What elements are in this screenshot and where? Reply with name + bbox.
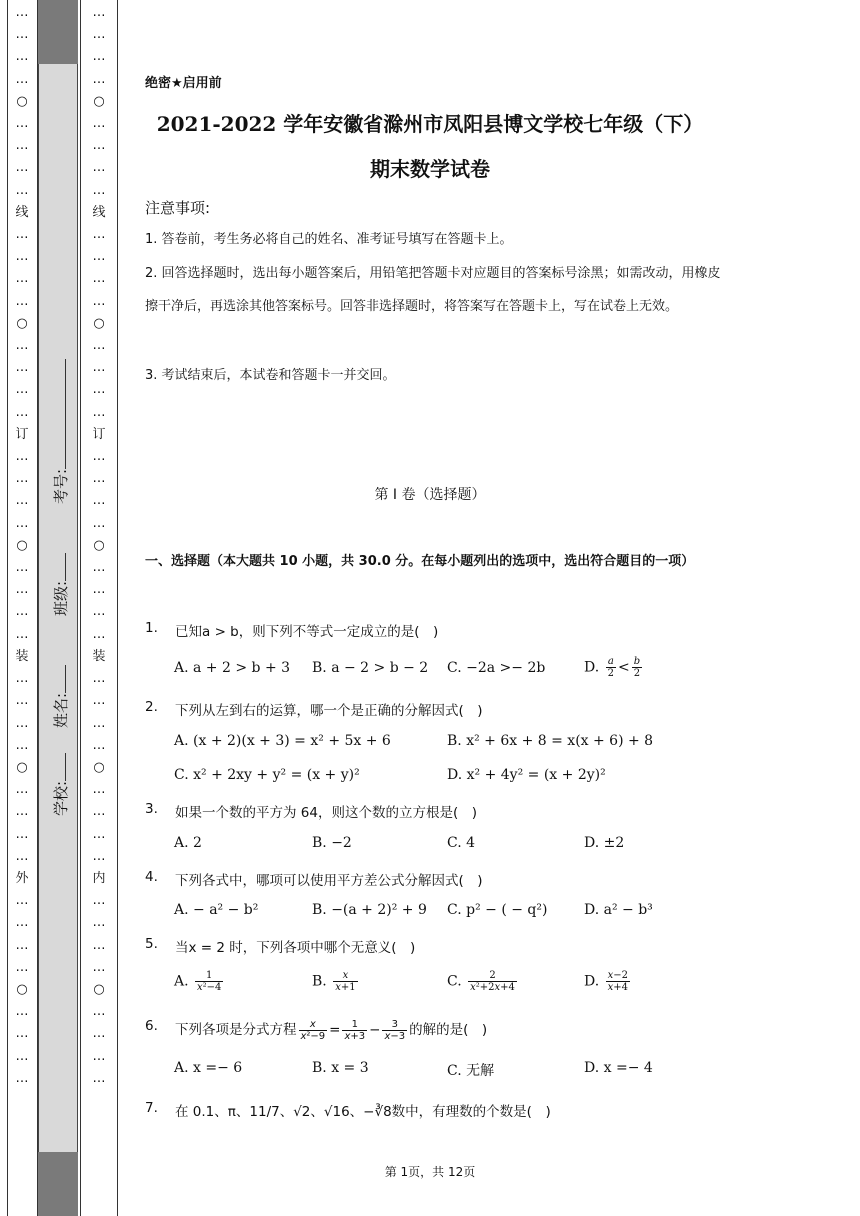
cut-line-marker: …	[92, 560, 106, 576]
cut-line-marker: …	[15, 271, 29, 287]
notes-heading: 注意事项:	[145, 199, 211, 217]
binding-margin	[0, 0, 118, 1216]
question-number: 1.	[145, 620, 158, 636]
option-a: A. a + 2 > b + 3	[174, 660, 291, 676]
cut-line-marker: …	[15, 1048, 29, 1064]
note-item: 1. 答卷前，考生务必将自己的姓名、准考证号填写在答题卡上。	[145, 232, 513, 247]
cut-line-marker: …	[92, 338, 106, 354]
option-a: A. (x + 2)(x + 3) = x² + 5x + 6	[174, 733, 391, 749]
cut-line-marker: …	[92, 693, 106, 709]
option-d: D. ±2	[584, 835, 625, 851]
cut-line-marker: …	[92, 1004, 106, 1020]
cut-line-marker: …	[15, 604, 29, 620]
name-label: 姓名:	[50, 665, 71, 728]
option-b: B. a − 2 > b − 2	[312, 660, 429, 676]
cut-line-marker: 线	[15, 204, 29, 220]
school-label: 学校:	[50, 753, 71, 816]
cut-line-marker: ○	[16, 93, 28, 109]
option-a: A. $\frac{1}{\text{x²−4}}$	[174, 970, 222, 993]
question-text: 已知a > b，则下列不等式一定成立的是( )	[175, 624, 439, 640]
option-b: B. −2	[312, 835, 352, 851]
binding-strip-top	[38, 0, 78, 64]
confidential-mark: 绝密★启用前	[145, 76, 222, 91]
question-text: 下列各项是分式方程 $\frac{x}{\text{x²−9}}$ = $\frac{1}{x+3}$ − $\frac{3}{x-3}$ 的解的是( )	[175, 1018, 488, 1042]
cut-line-marker: …	[92, 893, 106, 909]
cut-line-marker: …	[15, 27, 29, 43]
cut-line-marker: …	[15, 227, 29, 243]
cut-line-marker: …	[92, 71, 106, 87]
cut-line-marker: …	[15, 138, 29, 154]
cut-line-marker: …	[15, 582, 29, 598]
cut-line-marker: …	[92, 937, 106, 953]
question-text: 下列各式中，哪项可以使用平方差公式分解因式( )	[175, 873, 483, 889]
cut-line-marker: …	[92, 959, 106, 975]
cut-line-marker: …	[15, 338, 29, 354]
cut-line-marker: ○	[93, 93, 105, 109]
cut-line-marker: …	[92, 915, 106, 931]
option-c: C. p² − ( − q²)	[447, 902, 548, 918]
cut-line-marker: …	[92, 493, 106, 509]
cut-line-marker: 线	[92, 204, 106, 220]
part-title: 第 I 卷（选择题）	[374, 487, 486, 503]
cut-line-marker: …	[15, 959, 29, 975]
option-c: C. 无解	[447, 1063, 495, 1079]
cut-line-marker: …	[92, 49, 106, 65]
cut-line-marker: 装	[92, 648, 106, 664]
cut-line-marker: …	[15, 937, 29, 953]
class-label: 班级:	[50, 553, 71, 616]
cut-line-marker: …	[15, 360, 29, 376]
cut-line-marker: …	[92, 715, 106, 731]
cut-line-marker: …	[92, 1048, 106, 1064]
cut-line-marker: …	[15, 626, 29, 642]
exam-number-label: 考号:	[50, 359, 71, 504]
cut-line-marker: …	[15, 826, 29, 842]
cut-line-marker: …	[92, 471, 106, 487]
cut-line-marker: …	[15, 382, 29, 398]
cut-line-marker: …	[92, 360, 106, 376]
cut-line-marker: …	[15, 471, 29, 487]
question-number: 2.	[145, 699, 158, 715]
cut-line-marker: ○	[16, 537, 28, 553]
cut-line-marker: …	[92, 848, 106, 864]
cut-line-marker: …	[15, 293, 29, 309]
option-c: C. x² + 2xy + y² = (x + y)²	[174, 767, 360, 783]
cut-line-marker: …	[15, 804, 29, 820]
cut-line-marker: …	[92, 515, 106, 531]
cut-line-marker: …	[15, 782, 29, 798]
cut-line-marker: …	[92, 737, 106, 753]
cut-line-marker: …	[15, 404, 29, 420]
question-number: 3.	[145, 801, 158, 817]
cut-line-marker: …	[15, 71, 29, 87]
option-c: C. −2a >− 2b	[447, 660, 546, 676]
note-item: 3. 考试结束后，本试卷和答题卡一并交回。	[145, 368, 396, 383]
cut-line-marker: …	[15, 848, 29, 864]
cut-line-marker: …	[92, 782, 106, 798]
option-a: A. x =− 6	[174, 1060, 243, 1076]
cut-line-marker: ○	[93, 537, 105, 553]
option-b: B. $\frac{x}{x+1}$	[312, 970, 356, 993]
inner-border-line	[80, 0, 81, 1216]
cut-line-marker: …	[92, 160, 106, 176]
cut-line-marker: …	[15, 249, 29, 265]
exam-title-line2: 期末数学试卷	[370, 157, 490, 181]
cut-line-marker: …	[15, 5, 29, 20]
cut-line-marker: …	[15, 560, 29, 576]
cut-line-marker: …	[92, 249, 106, 265]
option-d: D. $\frac{a}{2}$ < $\frac{b}{2}$	[584, 656, 641, 679]
cut-line-marker: …	[15, 116, 29, 132]
option-d: D. x² + 4y² = (x + 2y)²	[447, 767, 606, 783]
cut-line-marker: 装	[15, 648, 29, 664]
option-b: B. −(a + 2)² + 9	[312, 902, 427, 918]
cut-line-marker: …	[15, 493, 29, 509]
cut-line-marker: …	[92, 604, 106, 620]
question-text: 下列从左到右的运算，哪一个是正确的分解因式( )	[175, 703, 483, 719]
cut-line-marker: …	[92, 5, 106, 20]
cut-line-marker: …	[92, 671, 106, 687]
section-description: 一、选择题（本大题共 10 小题，共 30.0 分。在每小题列出的选项中，选出符合题目的一项）	[145, 554, 695, 569]
cut-line-marker: …	[15, 893, 29, 909]
cut-line-marker: …	[92, 826, 106, 842]
cut-line-marker: ○	[93, 981, 105, 997]
cut-line-marker: 订	[92, 426, 106, 442]
cut-line-marker: …	[92, 626, 106, 642]
cut-line-marker: …	[15, 182, 29, 198]
outer-border-line	[7, 0, 8, 1216]
question-number: 6.	[145, 1018, 158, 1034]
cut-line-marker: …	[15, 915, 29, 931]
cut-line-marker: …	[92, 227, 106, 243]
cut-line-marker: ○	[93, 759, 105, 775]
cut-line-marker: ○	[93, 315, 105, 331]
question-number: 5.	[145, 936, 158, 952]
cut-line-marker: …	[15, 515, 29, 531]
cut-line-marker: …	[15, 1004, 29, 1020]
cut-line-marker: 外	[15, 870, 29, 886]
cut-line-marker: …	[15, 1070, 29, 1086]
cut-line-marker: …	[15, 693, 29, 709]
cut-line-marker: …	[92, 449, 106, 465]
page-footer: 第 1页，共 12页	[384, 1165, 476, 1179]
cut-line-marker: …	[92, 382, 106, 398]
option-d: D. a² − b³	[584, 902, 653, 918]
cut-line-marker: 内	[92, 870, 106, 886]
cut-line-marker: …	[92, 138, 106, 154]
cut-line-marker: …	[92, 271, 106, 287]
cut-line-marker: 订	[15, 426, 29, 442]
inner-cut-line-markers	[88, 2, 110, 1090]
option-a: A. − a² − b²	[174, 902, 259, 918]
cut-line-marker: …	[92, 27, 106, 43]
option-c: C. $\frac{2}{\text{x²+2x+4}}$	[447, 970, 515, 993]
cut-line-marker: …	[92, 804, 106, 820]
question-text: 当x = 2 时，下列各项中哪个无意义( )	[175, 940, 416, 956]
cut-line-marker: …	[15, 671, 29, 687]
cut-line-marker: ○	[16, 981, 28, 997]
cut-line-marker: …	[92, 404, 106, 420]
exam-title-line1: 2021-2022 学年安徽省滁州市凤阳县博文学校七年级（下）	[156, 112, 704, 136]
cut-line-marker: ○	[16, 759, 28, 775]
option-d: D. x =− 4	[584, 1060, 653, 1076]
option-d: D. $\frac{x-2}{x+4}$	[584, 970, 629, 993]
cut-line-marker: …	[92, 182, 106, 198]
cut-line-marker: …	[92, 293, 106, 309]
cut-line-marker: …	[92, 116, 106, 132]
cut-line-marker: …	[92, 1026, 106, 1042]
cut-line-marker: ○	[16, 315, 28, 331]
question-number: 7.	[145, 1100, 158, 1116]
question-number: 4.	[145, 869, 158, 885]
question-text: 在 0.1、π、11/7、√2、√16、−∛8数中，有理数的个数是( )	[175, 1104, 551, 1120]
question-text: 如果一个数的平方为 64，则这个数的立方根是( )	[175, 805, 478, 821]
cut-line-marker: …	[92, 582, 106, 598]
outer-cut-line-markers	[11, 2, 33, 1090]
option-b: B. x = 3	[312, 1060, 369, 1076]
note-item: 2. 回答选择题时，选出每小题答案后，用铅笔把答题卡对应题目的答案标号涂黑；如需改动，用橡皮擦干净后，再选涂其他答案标号。回答非选择题时，将答案写在答题卡上，写在试卷上无效。	[145, 266, 721, 314]
cut-line-marker: …	[15, 49, 29, 65]
cut-line-marker: …	[15, 449, 29, 465]
option-a: A. 2	[174, 835, 202, 851]
inner-border-line	[117, 0, 118, 1216]
option-b: B. x² + 6x + 8 = x(x + 6) + 8	[447, 733, 654, 749]
cut-line-marker: …	[15, 1026, 29, 1042]
cut-line-marker: …	[15, 715, 29, 731]
cut-line-marker: …	[92, 1070, 106, 1086]
cut-line-marker: …	[15, 737, 29, 753]
option-c: C. 4	[447, 835, 476, 851]
binding-strip-bottom	[38, 1152, 78, 1216]
cut-line-marker: …	[15, 160, 29, 176]
